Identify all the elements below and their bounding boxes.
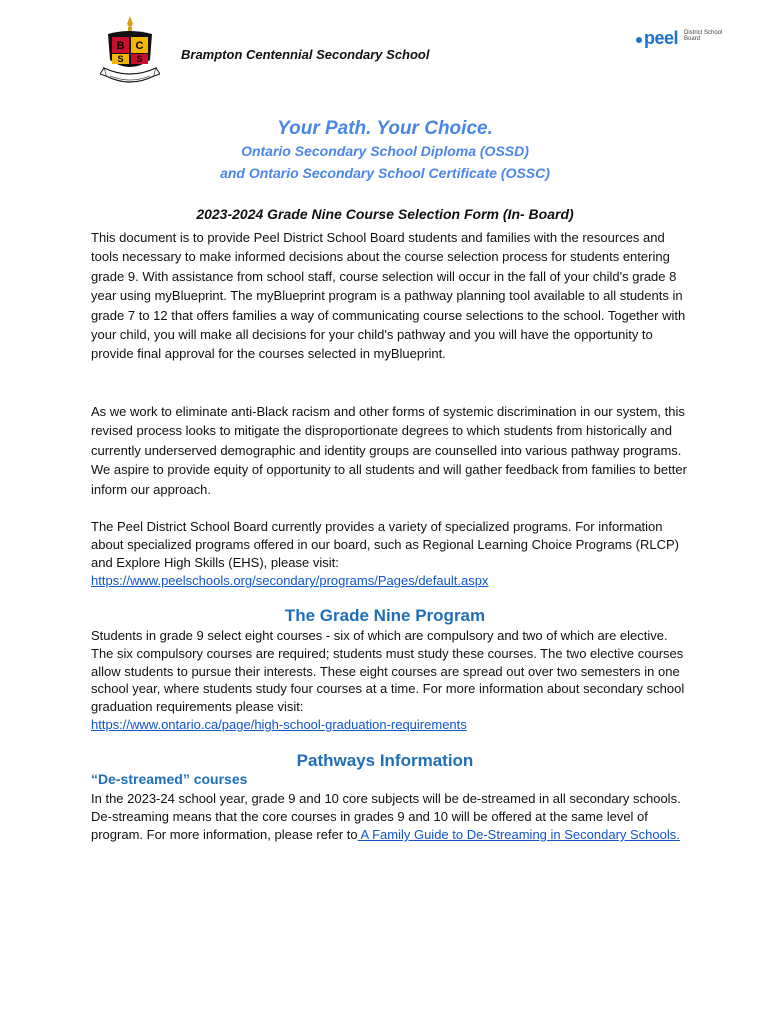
grade-nine-paragraph — [91, 627, 691, 734]
grade-nine-heading: The Grade Nine Program — [284, 606, 486, 625]
graduation-requirements-link[interactable]: https://www.ontario.ca/page/high-school-graduation-requirements — [91, 716, 467, 732]
destreamed-subheading: “De-streamed” courses — [91, 771, 248, 787]
svg-text:S: S — [136, 54, 143, 64]
svg-text:S: S — [117, 54, 124, 64]
grade-nine-text: Students in grade 9 select eight courses - six of which are compulsory and two of which are elective. The six compulsory courses are required; students must study these courses. The two elective courses allow students to pursue their interests. These eight courses are spread out over two semesters in one school year, where students study four courses at a time. For more information about secondary school graduation requirements please visit: — [91, 628, 685, 715]
page-title: Your Path. Your Choice. — [277, 118, 493, 139]
form-title: 2023-2024 Grade Nine Course Selection Form (In- Board) — [196, 206, 574, 222]
pathways-heading: Pathways Information — [296, 751, 474, 770]
destreaming-paragraph — [91, 790, 691, 844]
intro-paragraph-1: This document is to provide Peel District School Board students and families with the resources and tools necessary to make informed decisions about the course selection process for students entering grade 9. With assistance from school staff, course selection will occur in the fall of your child's grade 8 year using myBlueprint. The myBlueprint program is a pathway planning tool available to all students in grade 7 to 12 that offers families a way of communicating course selections to the school. Together with your child, you will make all decisions for your child's pathway and you will have the opportunity to provide final approval for the courses selected in myBlueprint. — [91, 230, 686, 362]
intro-paragraph-3 — [91, 518, 691, 590]
peel-logo-subtext: District School Board — [684, 30, 723, 42]
peel-logo-word: peel — [644, 28, 679, 48]
intro-paragraph-2: As we work to eliminate anti-Black racism and other forms of systemic discrimination in our system, this revised process looks to mitigate the disproportionate degrees to which students from historically and currently underserved demographic and identity groups are counselled into various pathway programs. We aspire to provide equity of opportunity to all students and will gather feedback from families to better inform our approach. — [91, 404, 687, 497]
school-crest-logo — [100, 14, 160, 92]
svg-text:C: C — [135, 40, 144, 52]
subtitle-ossc: and Ontario Secondary School Certificate (OSSC) — [220, 165, 550, 181]
school-name: Brampton Centennial Secondary School — [181, 47, 430, 62]
svg-text:B: B — [116, 40, 125, 52]
peelschools-programs-link[interactable]: https://www.peelschools.org/secondary/programs/Pages/default.aspx — [91, 573, 489, 588]
specialized-programs-text: The Peel District School Board currently provides a variety of specialized programs. For information about specialized programs offered in our board, such as Regional Learning Choice Programs (RLCP) and Explore High Skills (EHS), please visit: — [91, 519, 679, 570]
peel-dsb-logo — [636, 28, 728, 50]
subtitle-ossd: Ontario Secondary School Diploma (OSSD) — [241, 143, 529, 159]
destreaming-guide-link[interactable]: A Family Guide to De-Streaming in Secondary Schools. — [357, 827, 680, 842]
peel-logo-dot — [636, 37, 642, 43]
destreaming-text: In the 2023-24 school year, grade 9 and 10 core subjects will be de-streamed in all secondary schools. De-streaming means that the core courses in grades 9 and 10 will be offered at the same level of program. For more information, please refer to — [91, 791, 681, 842]
